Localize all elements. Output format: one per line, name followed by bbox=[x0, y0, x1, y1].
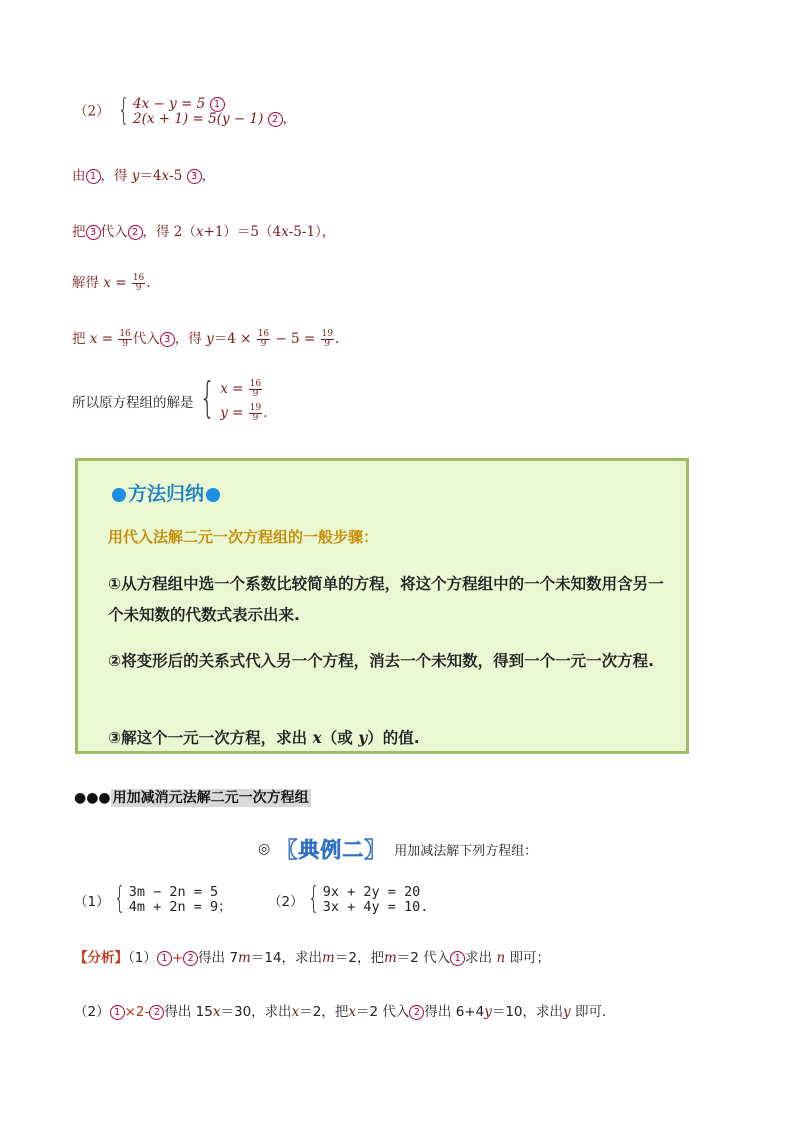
circle-mark: 2 bbox=[128, 225, 143, 240]
equation-system bbox=[114, 93, 297, 128]
solution-line-5: 所以原方程组的解是 { x = $\frac{16}{9}$ y = $\frac{19}{9}$ . bbox=[72, 373, 268, 423]
bullet-dot-icon bbox=[112, 488, 126, 502]
method-title: 方法归纳 bbox=[110, 479, 222, 506]
fraction: $\frac{16}{9}$ bbox=[119, 328, 131, 349]
circle-mark: 3 bbox=[160, 332, 175, 347]
solution-line-1: 由 1 ，得 y＝4x-5 3 ， bbox=[72, 168, 216, 184]
solution-system: { x = $\frac{16}{9}$ y = $\frac{19}{9}$ . bbox=[198, 373, 268, 423]
target-icon: ◎ bbox=[258, 841, 271, 857]
circle-mark: 1 bbox=[210, 97, 225, 112]
section-title: 用加减消元法解二元一次方程组 bbox=[112, 790, 309, 806]
brace-icon: { bbox=[307, 881, 319, 916]
brace-icon: { bbox=[198, 373, 215, 422]
circle-mark: 3 bbox=[187, 169, 202, 184]
circle-mark: 2 bbox=[183, 951, 198, 966]
example-problem-1: （1） { 3m − 2n = 5 4m + 2n = 9； bbox=[74, 881, 232, 916]
circle-mark: 1 bbox=[450, 951, 465, 966]
circle-mark: 2 bbox=[149, 1005, 164, 1020]
solution-line-3: 解得 x = $\frac{16}{9}$ . bbox=[72, 272, 151, 293]
analysis-line-2: （2） 1 ×2- 2 得出 15x＝30，求出x＝2，把x＝2 代入 2 得出 6+4y＝10，求出y 即可. bbox=[74, 1004, 607, 1020]
example-text: 用加减法解下列方程组： bbox=[394, 843, 538, 859]
circle-mark: 2 bbox=[409, 1005, 424, 1020]
example-heading bbox=[258, 834, 537, 864]
brace-icon: { bbox=[117, 93, 130, 128]
circle-mark: 1 bbox=[86, 169, 101, 184]
analysis-line-1: 【分析】（1） 1 + 2 得出 7m＝14，求出m＝2，把m＝2 代入 1 求出 n 即可； bbox=[74, 950, 550, 966]
circle-mark: 1 bbox=[110, 1005, 125, 1020]
brace-icon: { bbox=[113, 881, 125, 916]
method-subtitle: 用代入法解二元一次方程组的一般步骤： bbox=[108, 528, 379, 546]
solution-line-2: 把 3 代入 2 ，得 2（x+1）＝5（4x-5-1）， bbox=[72, 224, 336, 240]
circle-mark: 2 bbox=[268, 112, 283, 127]
example-label: 【典例二】 bbox=[276, 838, 387, 862]
problem-2 bbox=[74, 93, 297, 128]
fraction: $\frac{16}{9}$ bbox=[257, 328, 270, 349]
method-step-1: ①从方程组中选一个系数比较简单的方程，将这个方程组中的一个未知数用含另一个未知数的代数式表示出来. bbox=[108, 575, 664, 624]
example-problem-2: （2） { 9x + 2y = 20 3x + 4y = 10. bbox=[268, 881, 429, 916]
problem-label: （2） bbox=[74, 103, 110, 120]
section-bullets: ●●● bbox=[74, 790, 111, 806]
fraction: $\frac{16}{9}$ bbox=[132, 272, 145, 293]
solution-line-4: 把 x = $\frac{16}{9}$ 代入 3 ，得 y＝4 × $\frac{16}{9}$ − 5 = $\frac{19}{9}$ . bbox=[72, 328, 340, 349]
fraction: $\frac{19}{9}$ bbox=[321, 328, 333, 349]
bullet-dot-icon bbox=[206, 488, 220, 502]
method-step-3: ③解这个一元一次方程，求出 x（或 y）的值. bbox=[108, 728, 420, 747]
circle-mark: 3 bbox=[86, 225, 101, 240]
circle-mark: 1 bbox=[157, 951, 172, 966]
method-summary-box bbox=[75, 458, 689, 754]
section-heading bbox=[74, 787, 311, 807]
equation-1: 4x − y = 5 1 bbox=[133, 97, 296, 112]
method-step-2: ②将变形后的关系式代入另一个方程，消去一个未知数，得到一个一元一次方程. bbox=[108, 652, 655, 670]
analysis-tag: 【分析】 bbox=[74, 950, 128, 966]
equation-2: 2(x + 1) = 5(y − 1) 2 ， bbox=[132, 111, 297, 127]
